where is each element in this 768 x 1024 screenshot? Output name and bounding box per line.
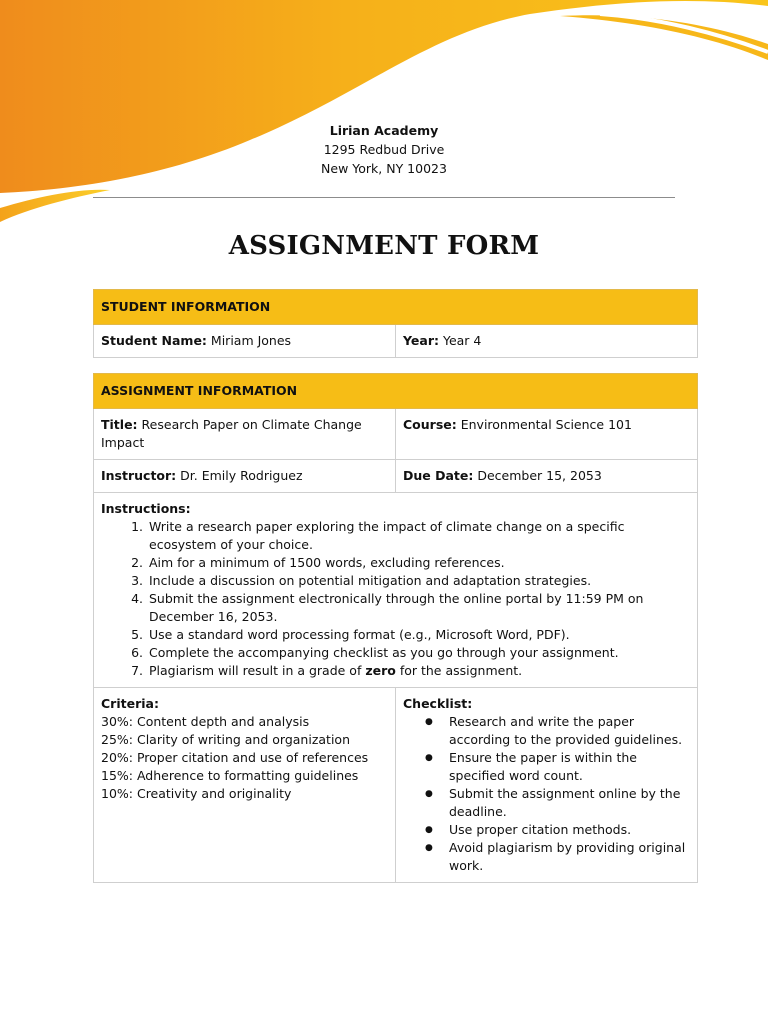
instruction-item: 4. Submit the assignment electronically through the online portal by 11:59 PM on December 16, 2053. bbox=[147, 590, 691, 626]
student-name-cell bbox=[94, 325, 396, 358]
criteria-label: Criteria: bbox=[101, 696, 159, 711]
checklist-item: ● Research and write the paper according to the provided guidelines. bbox=[449, 713, 691, 749]
instructions-list bbox=[101, 518, 691, 680]
instructions-label: Instructions: bbox=[101, 501, 191, 516]
header-wave-decoration bbox=[0, 0, 768, 240]
criteria-item: 15%: Adherence to formatting guidelines bbox=[101, 768, 359, 783]
assignment-info-heading: ASSIGNMENT INFORMATION bbox=[94, 374, 698, 409]
instructor-value: Dr. Emily Rodriguez bbox=[180, 468, 303, 483]
checklist-list bbox=[403, 713, 691, 875]
year-cell bbox=[396, 325, 698, 358]
student-info-heading: STUDENT INFORMATION bbox=[94, 290, 698, 325]
instruction-item: 1. Write a research paper exploring the impact of climate change on a specific ecosystem of your choice. bbox=[147, 518, 691, 554]
instruction-item: 3. Include a discussion on potential mitigation and adaptation strategies. bbox=[147, 572, 691, 590]
address-line-2: New York, NY 10023 bbox=[321, 161, 447, 176]
criteria-item: 25%: Clarity of writing and organization bbox=[101, 732, 350, 747]
instruction-7-suffix: for the assignment. bbox=[395, 663, 523, 678]
instruction-item bbox=[147, 662, 691, 680]
form-title: ASSIGNMENT FORM bbox=[228, 231, 540, 261]
title-label: Title: bbox=[101, 417, 138, 432]
assignment-information-table bbox=[93, 373, 698, 883]
instruction-item: 2. Aim for a minimum of 1500 words, excluding references. bbox=[147, 554, 691, 572]
instruction-7-prefix: Plagiarism will result in a grade of bbox=[149, 663, 366, 678]
due-date-label: Due Date: bbox=[403, 468, 474, 483]
criteria-item: 20%: Proper citation and use of references bbox=[101, 750, 369, 765]
course-cell bbox=[396, 409, 698, 460]
instructor-label: Instructor: bbox=[101, 468, 177, 483]
checklist-item: ● Avoid plagiarism by providing original work. bbox=[449, 839, 691, 875]
course-value: Environmental Science 101 bbox=[460, 417, 632, 432]
instruction-item: 6. Complete the accompanying checklist as you go through your assignment. bbox=[147, 644, 691, 662]
due-date-value: December 15, 2053 bbox=[477, 468, 602, 483]
student-name-value: Miriam Jones bbox=[210, 333, 292, 348]
criteria-cell bbox=[94, 688, 396, 883]
title-value: Research Paper on Climate Change Impact bbox=[101, 417, 362, 450]
title-cell bbox=[94, 409, 396, 460]
criteria-item: 30%: Content depth and analysis bbox=[101, 714, 310, 729]
checklist-label: Checklist: bbox=[403, 696, 473, 711]
instructions-cell bbox=[94, 493, 698, 688]
school-name: Lirian Academy bbox=[329, 123, 439, 138]
student-information-table bbox=[93, 289, 698, 358]
student-name-label: Student Name: bbox=[101, 333, 207, 348]
address-line-1: 1295 Redbud Drive bbox=[323, 142, 445, 157]
instruction-item: 5. Use a standard word processing format (e.g., Microsoft Word, PDF). bbox=[147, 626, 691, 644]
checklist-item: ● Ensure the paper is within the specified word count. bbox=[449, 749, 691, 785]
school-address bbox=[0, 121, 768, 178]
instruction-7-bold: zero bbox=[365, 663, 396, 678]
criteria-item: 10%: Creativity and originality bbox=[101, 786, 292, 801]
year-value: Year 4 bbox=[442, 333, 482, 348]
header-divider bbox=[93, 197, 675, 198]
instructor-cell bbox=[94, 460, 396, 493]
checklist-cell bbox=[396, 688, 698, 883]
course-label: Course: bbox=[403, 417, 457, 432]
checklist-item: ● Use proper citation methods. bbox=[449, 821, 691, 839]
year-label: Year: bbox=[403, 333, 439, 348]
due-date-cell bbox=[396, 460, 698, 493]
checklist-item: ● Submit the assignment online by the deadline. bbox=[449, 785, 691, 821]
